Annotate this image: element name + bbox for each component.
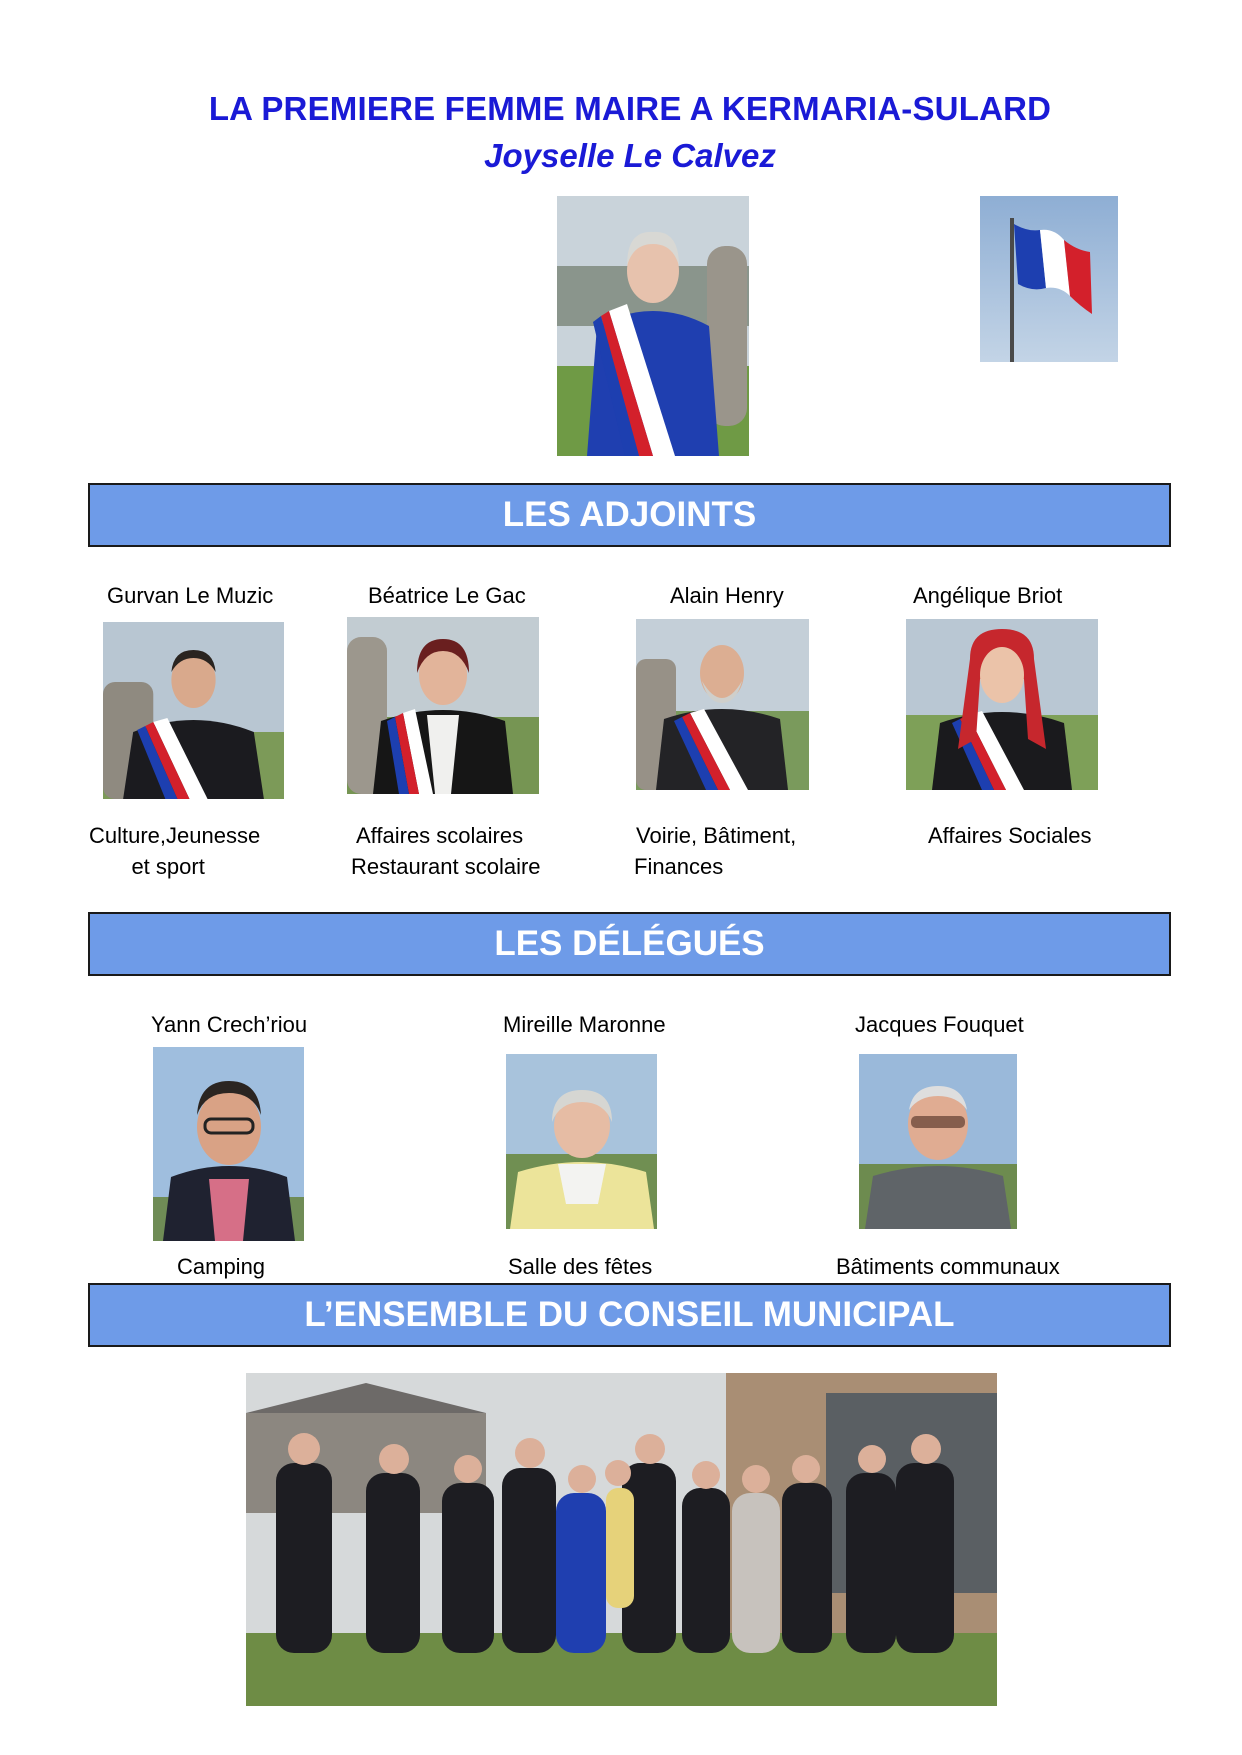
delegue-role: Bâtiments communaux xyxy=(836,1254,1060,1279)
delegue-photo xyxy=(153,1047,304,1241)
adjoint-name: Béatrice Le Gac xyxy=(368,583,526,608)
council-group-photo xyxy=(246,1373,997,1706)
section-adjoints: LES ADJOINTS xyxy=(88,483,1171,547)
adjoint-name: Alain Henry xyxy=(670,583,784,608)
page-title: LA PREMIERE FEMME MAIRE A KERMARIA-SULARD xyxy=(208,90,1052,127)
adjoint-photo xyxy=(347,617,539,794)
adjoint-photo xyxy=(103,622,284,799)
section-delegues: LES DÉLÉGUÉS xyxy=(88,912,1171,976)
delegue-role: Camping xyxy=(177,1254,266,1279)
mayor-photo xyxy=(557,196,749,456)
adjoint-photo xyxy=(906,619,1098,790)
delegue-photo xyxy=(506,1054,657,1229)
adjoint-role: Affaires scolaires xyxy=(356,823,524,848)
adjoint-name: Angélique Briot xyxy=(913,583,1063,608)
delegue-name: Mireille Maronne xyxy=(503,1012,666,1037)
section-conseil: L’ENSEMBLE DU CONSEIL MUNICIPAL xyxy=(88,1283,1171,1347)
mayor-name: Joyselle Le Calvez xyxy=(484,137,776,174)
adjoint-role: Affaires Sociales xyxy=(928,823,1092,848)
adjoint-role: Restaurant scolaire xyxy=(351,854,541,879)
adjoint-role: et sport xyxy=(107,854,205,879)
adjoint-name: Gurvan Le Muzic xyxy=(107,583,274,608)
delegue-role: Salle des fêtes xyxy=(508,1254,653,1279)
adjoint-role: Culture,Jeunesse xyxy=(89,823,261,848)
adjoint-photo xyxy=(636,619,809,790)
adjoint-role: Voirie, Bâtiment, xyxy=(636,823,797,848)
delegue-name: Jacques Fouquet xyxy=(855,1012,1024,1037)
delegue-photo xyxy=(859,1054,1017,1229)
adjoint-role: Finances xyxy=(634,854,724,879)
delegue-name: Yann Crech’riou xyxy=(151,1012,308,1037)
flag-photo xyxy=(980,196,1118,362)
